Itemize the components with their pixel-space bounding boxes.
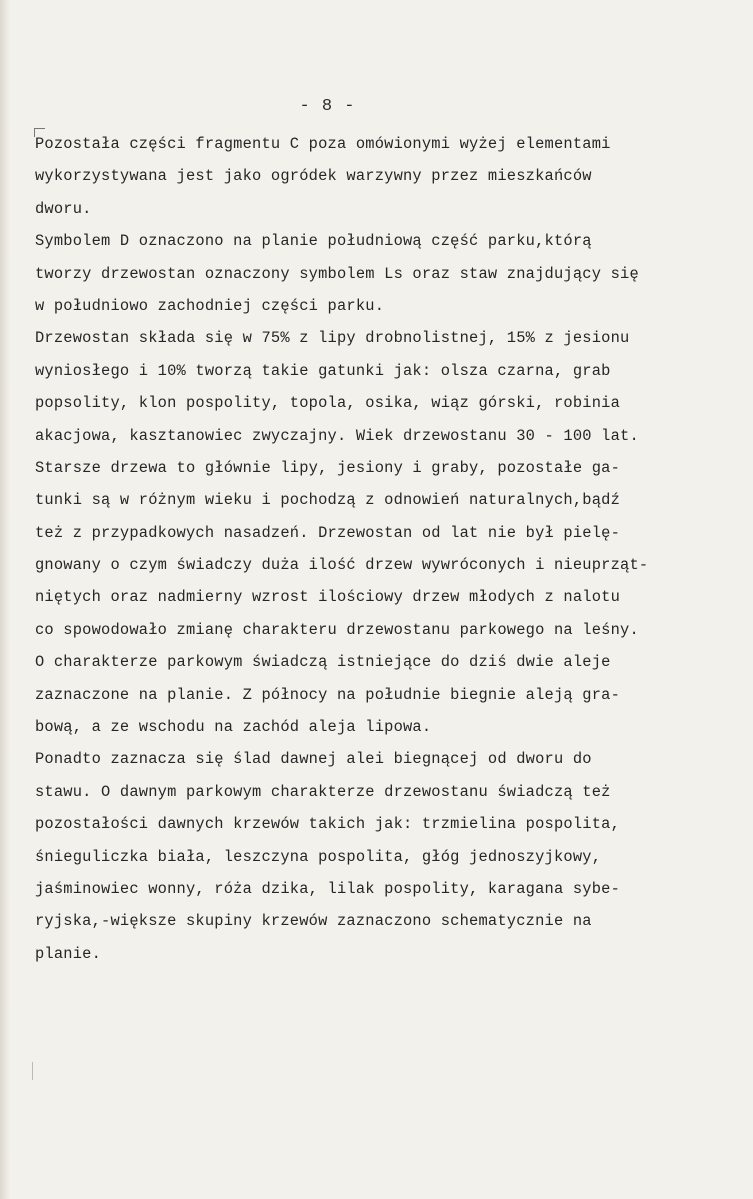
text-line: tworzy drzewostan oznaczony symbolem Ls oraz staw znajdujący się — [35, 264, 639, 283]
text-line: wyniosłego i 10% tworzą takie gatunki jak: olsza czarna, grab — [35, 361, 611, 380]
text-line: ryjska,-większe skupiny krzewów zaznaczono schematycznie na — [35, 912, 592, 931]
text-line: planie. — [35, 944, 102, 963]
text-line: Drzewostan składa się w 75% z lipy drobnolistnej, 15% z jesionu — [35, 329, 630, 348]
text-line: bową, a ze wschodu na zachód aleja lipowa. — [35, 718, 432, 737]
text-line: Pozostała części fragmentu C poza omówionymi wyżej elementami — [35, 135, 611, 153]
text-line: w południowo zachodniej części parku. — [35, 296, 385, 315]
text-line: śnieguliczka biała, leszczyna pospolita, głóg jednoszyjkowy, — [35, 847, 602, 866]
margin-mark — [32, 1062, 33, 1080]
page-number: - 8 - — [299, 97, 356, 116]
text-line: wykorzystywana jest jako ogródek warzywny przez mieszkańców — [35, 167, 592, 186]
text-line: gnowany o czym świadczy duża ilość drzew wywróconych i nieuprząt- — [35, 556, 649, 575]
text-line: co spowodowało zmianę charakteru drzewostanu parkowego na leśny. — [35, 620, 639, 639]
text-line: Symbolem D oznaczono na planie południową część parku,którą — [35, 232, 592, 251]
text-line: Ponadto zaznacza się ślad dawnej alei biegnącej od dworu do — [35, 750, 592, 769]
text-line: tunki są w różnym wieku i pochodzą z odnowień naturalnych,bądź — [35, 491, 621, 510]
text-line: O charakterze parkowym świadczą istniejące do dziś dwie aleje — [35, 653, 611, 672]
text-line: akacjowa, kasztanowiec zwyczajny. Wiek drzewostanu 30 - 100 lat. — [35, 426, 639, 445]
text-line: jaśminowiec wonny, róża dzika, lilak pospolity, karagana sybe- — [35, 879, 621, 898]
text-line: niętych oraz nadmierny wzrost ilościowy drzew młodych z nalotu — [35, 588, 621, 607]
text-line: dworu. — [35, 199, 92, 218]
text-line: Starsze drzewa to głównie lipy, jesiony i graby, pozostałe ga- — [35, 458, 621, 477]
text-line: też z przypadkowych nasadzeń. Drzewostan od lat nie był pielę- — [35, 523, 621, 542]
text-line: popsolity, klon pospolity, topola, osika, wiąz górski, robinia — [35, 394, 621, 413]
text-line: zaznaczone na planie. Z północy na południe biegnie aleją gra- — [35, 685, 621, 704]
page-edge-shadow — [0, 0, 10, 1199]
typed-text-body — [35, 128, 735, 970]
text-line: pozostałości dawnych krzewów takich jak: trzmielina pospolita, — [35, 815, 621, 834]
text-line: stawu. O dawnym parkowym charakterze drzewostanu świadczą też — [35, 782, 611, 801]
